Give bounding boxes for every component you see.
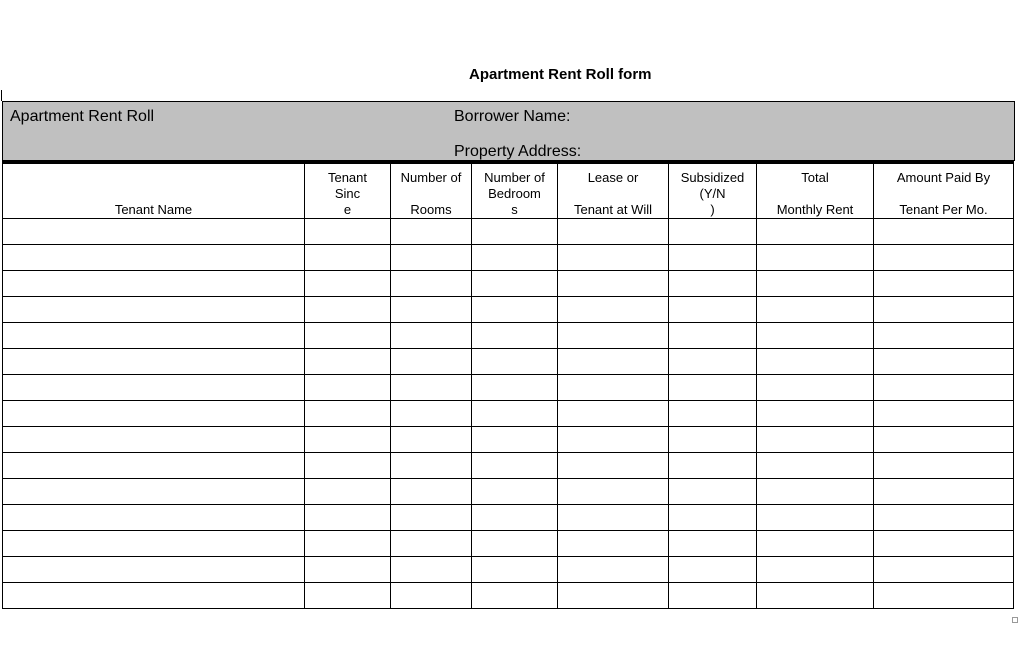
table-cell[interactable] bbox=[3, 349, 305, 375]
table-cell[interactable] bbox=[305, 245, 391, 271]
table-cell[interactable] bbox=[874, 297, 1014, 323]
table-cell[interactable] bbox=[669, 427, 757, 453]
table-cell[interactable] bbox=[757, 245, 874, 271]
table-cell[interactable] bbox=[305, 505, 391, 531]
table-row bbox=[3, 349, 1014, 375]
table-cell[interactable] bbox=[558, 219, 669, 245]
table-row bbox=[3, 531, 1014, 557]
table-row bbox=[3, 219, 1014, 245]
table-row bbox=[3, 323, 1014, 349]
table-cell[interactable] bbox=[669, 297, 757, 323]
table-cell[interactable] bbox=[472, 219, 558, 245]
col-number-of-rooms: Number of Rooms bbox=[391, 164, 472, 219]
table-cell[interactable] bbox=[558, 453, 669, 479]
table-cell[interactable] bbox=[472, 453, 558, 479]
col-amount-paid: Amount Paid By Tenant Per Mo. bbox=[874, 164, 1014, 219]
table-cell[interactable] bbox=[558, 583, 669, 609]
table-cell[interactable] bbox=[3, 297, 305, 323]
table-cell[interactable] bbox=[669, 505, 757, 531]
col-subsidized: Subsidized (Y/N ) bbox=[669, 164, 757, 219]
table-cell[interactable] bbox=[472, 531, 558, 557]
table-cell[interactable] bbox=[757, 323, 874, 349]
table-cell[interactable] bbox=[305, 427, 391, 453]
table-cell[interactable] bbox=[3, 531, 305, 557]
table-cell[interactable] bbox=[305, 583, 391, 609]
table-row bbox=[3, 297, 1014, 323]
table-cell[interactable] bbox=[305, 375, 391, 401]
table-cell[interactable] bbox=[874, 401, 1014, 427]
table-cell[interactable] bbox=[669, 271, 757, 297]
table-row bbox=[3, 427, 1014, 453]
table-cell[interactable] bbox=[472, 323, 558, 349]
col-total-monthly-rent: Total Monthly Rent bbox=[757, 164, 874, 219]
table-cell[interactable] bbox=[305, 219, 391, 245]
table-cell[interactable] bbox=[669, 349, 757, 375]
table-cell[interactable] bbox=[558, 245, 669, 271]
table-cell[interactable] bbox=[558, 349, 669, 375]
table-cell[interactable] bbox=[757, 505, 874, 531]
table-row bbox=[3, 479, 1014, 505]
col-lease-or-tenant: Lease or Tenant at Will bbox=[558, 164, 669, 219]
table-cell[interactable] bbox=[305, 557, 391, 583]
form-title: Apartment Rent Roll form bbox=[469, 66, 652, 83]
table-cell[interactable] bbox=[669, 583, 757, 609]
table-cell[interactable] bbox=[391, 557, 472, 583]
table-cell[interactable] bbox=[391, 401, 472, 427]
table-row bbox=[3, 505, 1014, 531]
table-cell[interactable] bbox=[391, 349, 472, 375]
table-cell[interactable] bbox=[558, 401, 669, 427]
table-cell[interactable] bbox=[472, 583, 558, 609]
table-cell[interactable] bbox=[305, 349, 391, 375]
table-cell[interactable] bbox=[472, 375, 558, 401]
table-cell[interactable] bbox=[757, 401, 874, 427]
table-cell[interactable] bbox=[669, 453, 757, 479]
table-cell[interactable] bbox=[558, 557, 669, 583]
table-cell[interactable] bbox=[558, 323, 669, 349]
table-cell[interactable] bbox=[472, 297, 558, 323]
table-cell[interactable] bbox=[472, 271, 558, 297]
table-row bbox=[3, 453, 1014, 479]
table-cell[interactable] bbox=[305, 271, 391, 297]
table-body bbox=[3, 219, 1014, 609]
table-cell[interactable] bbox=[472, 505, 558, 531]
table-cell[interactable] bbox=[391, 245, 472, 271]
table-cell[interactable] bbox=[391, 479, 472, 505]
table-cell[interactable] bbox=[757, 375, 874, 401]
table-cell[interactable] bbox=[874, 349, 1014, 375]
table-cell[interactable] bbox=[472, 349, 558, 375]
table-cell[interactable] bbox=[391, 531, 472, 557]
table-cell[interactable] bbox=[3, 323, 305, 349]
table-cell[interactable] bbox=[391, 375, 472, 401]
table-cell[interactable] bbox=[3, 375, 305, 401]
table-cell[interactable] bbox=[391, 453, 472, 479]
table-cell[interactable] bbox=[874, 583, 1014, 609]
table-cell[interactable] bbox=[3, 583, 305, 609]
table-cell[interactable] bbox=[558, 375, 669, 401]
table-row bbox=[3, 401, 1014, 427]
table-cell[interactable] bbox=[391, 583, 472, 609]
table-cell[interactable] bbox=[391, 323, 472, 349]
table-cell[interactable] bbox=[391, 297, 472, 323]
col-tenant-since: Tenant Sinc e bbox=[305, 164, 391, 219]
table-cell[interactable] bbox=[3, 401, 305, 427]
table-cell[interactable] bbox=[558, 531, 669, 557]
table-cell[interactable] bbox=[874, 427, 1014, 453]
table-cell[interactable] bbox=[669, 557, 757, 583]
table-cell[interactable] bbox=[3, 271, 305, 297]
table-cell[interactable] bbox=[558, 271, 669, 297]
table-cell[interactable] bbox=[3, 557, 305, 583]
col-number-of-bedrooms: Number of Bedroom s bbox=[472, 164, 558, 219]
table-cell[interactable] bbox=[874, 219, 1014, 245]
table-cell[interactable] bbox=[669, 531, 757, 557]
table-cell[interactable] bbox=[3, 219, 305, 245]
table-cell[interactable] bbox=[669, 323, 757, 349]
table-cell[interactable] bbox=[669, 479, 757, 505]
table-cell[interactable] bbox=[874, 505, 1014, 531]
table-cell[interactable] bbox=[391, 271, 472, 297]
table-cell[interactable] bbox=[305, 531, 391, 557]
table-cell[interactable] bbox=[391, 427, 472, 453]
table-cell[interactable] bbox=[757, 297, 874, 323]
table-cell[interactable] bbox=[874, 323, 1014, 349]
table-cell[interactable] bbox=[3, 427, 305, 453]
table-cell[interactable] bbox=[757, 427, 874, 453]
property-address-label: Property Address: bbox=[454, 143, 582, 160]
table-cell[interactable] bbox=[3, 453, 305, 479]
table-cell[interactable] bbox=[472, 557, 558, 583]
table-cell[interactable] bbox=[874, 271, 1014, 297]
table-cell[interactable] bbox=[874, 479, 1014, 505]
table-cell[interactable] bbox=[472, 427, 558, 453]
table-cell[interactable] bbox=[558, 505, 669, 531]
table-cell[interactable] bbox=[305, 297, 391, 323]
table-cell[interactable] bbox=[757, 271, 874, 297]
table-row bbox=[3, 271, 1014, 297]
table-row bbox=[3, 375, 1014, 401]
table-row bbox=[3, 245, 1014, 271]
table-cell[interactable] bbox=[472, 245, 558, 271]
rent-roll-table bbox=[2, 163, 1014, 609]
table-cell[interactable] bbox=[757, 583, 874, 609]
table-cell[interactable] bbox=[391, 219, 472, 245]
table-cell[interactable] bbox=[874, 453, 1014, 479]
table-cell[interactable] bbox=[757, 531, 874, 557]
table-cell[interactable] bbox=[305, 401, 391, 427]
table-cell[interactable] bbox=[669, 245, 757, 271]
table-row bbox=[3, 557, 1014, 583]
table-cell[interactable] bbox=[757, 557, 874, 583]
table-cell[interactable] bbox=[757, 349, 874, 375]
column-header-row bbox=[3, 164, 1014, 219]
table-cell[interactable] bbox=[669, 401, 757, 427]
margin-tick bbox=[1, 90, 2, 101]
col-tenant-name: Tenant Name bbox=[3, 164, 305, 219]
table-cell[interactable] bbox=[757, 453, 874, 479]
rent-roll-label: Apartment Rent Roll bbox=[10, 108, 155, 125]
table-cell[interactable] bbox=[558, 427, 669, 453]
table-cell[interactable] bbox=[874, 531, 1014, 557]
table-cell[interactable] bbox=[757, 479, 874, 505]
table-cell[interactable] bbox=[874, 375, 1014, 401]
table-row bbox=[3, 583, 1014, 609]
table-cell[interactable] bbox=[558, 479, 669, 505]
table-cell[interactable] bbox=[305, 453, 391, 479]
table-cell[interactable] bbox=[669, 219, 757, 245]
table-cell[interactable] bbox=[305, 323, 391, 349]
table-cell[interactable] bbox=[391, 505, 472, 531]
table-cell[interactable] bbox=[558, 297, 669, 323]
table-cell[interactable] bbox=[472, 479, 558, 505]
table-cell[interactable] bbox=[669, 375, 757, 401]
borrower-name-label: Borrower Name: bbox=[454, 108, 571, 125]
table-cell[interactable] bbox=[3, 245, 305, 271]
table-cell[interactable] bbox=[874, 245, 1014, 271]
table-cell[interactable] bbox=[3, 479, 305, 505]
table-cell[interactable] bbox=[757, 219, 874, 245]
page-corner-marker bbox=[1012, 617, 1018, 623]
table-cell[interactable] bbox=[874, 557, 1014, 583]
table-cell[interactable] bbox=[305, 479, 391, 505]
table-cell[interactable] bbox=[472, 401, 558, 427]
header-band bbox=[2, 101, 1015, 161]
table-cell[interactable] bbox=[3, 505, 305, 531]
